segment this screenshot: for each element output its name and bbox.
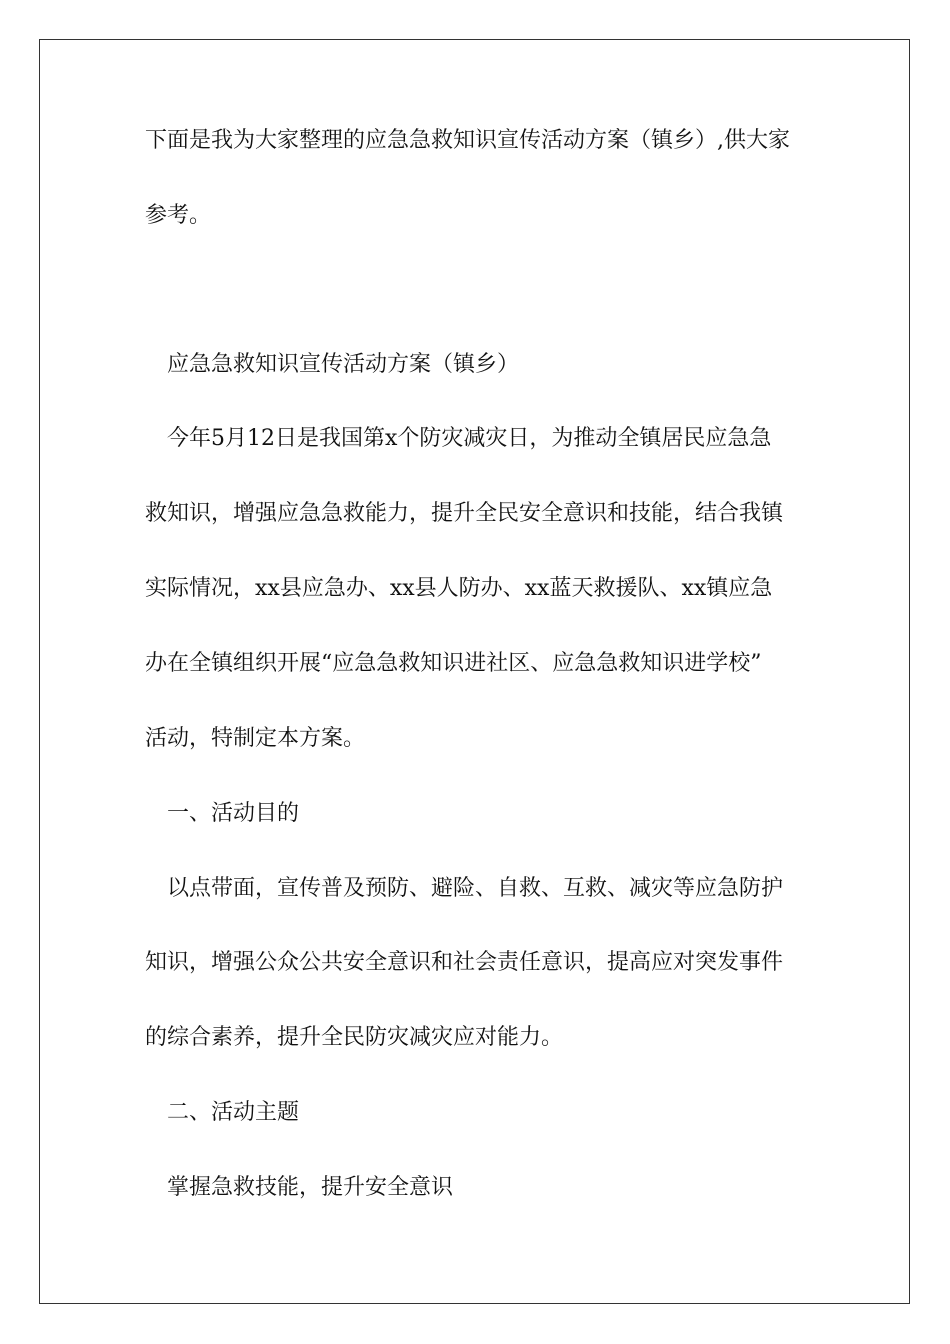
theme-text: 掌握急救技能，提升安全意识 (167, 1175, 454, 1200)
paragraph-line: 办在全镇组织开展“应急急救知识进社区、应急急救知识进学校” (145, 651, 762, 676)
paragraph-line: 今年5月12日是我国第x个防灾减灾日，为推动全镇居民应急急 (167, 426, 772, 451)
paragraph-line: 实际情况，xx县应急办、xx县人防办、xx蓝天救援队、xx镇应急 (145, 576, 773, 601)
paragraph-line: 救知识，增强应急急救能力，提升全民安全意识和技能，结合我镇 (145, 501, 784, 526)
paragraph-line: 的综合素养，提升全民防灾减灾应对能力。 (145, 1025, 564, 1050)
intro-line: 下面是我为大家整理的应急急救知识宣传活动方案（镇乡）,供大家 (145, 128, 790, 153)
section-heading: 一、活动目的 (167, 801, 300, 826)
paragraph-line: 活动，特制定本方案。 (145, 726, 366, 751)
paragraph-line: 以点带面，宣传普及预防、避险、自救、互救、减灾等应急防护 (167, 876, 784, 901)
intro-line: 参考。 (145, 203, 212, 228)
document-title: 应急急救知识宣传活动方案（镇乡） (167, 352, 520, 377)
section-heading: 二、活动主题 (167, 1100, 300, 1125)
paragraph-line: 知识，增强公众公共安全意识和社会责任意识，提高应对突发事件 (145, 950, 784, 975)
